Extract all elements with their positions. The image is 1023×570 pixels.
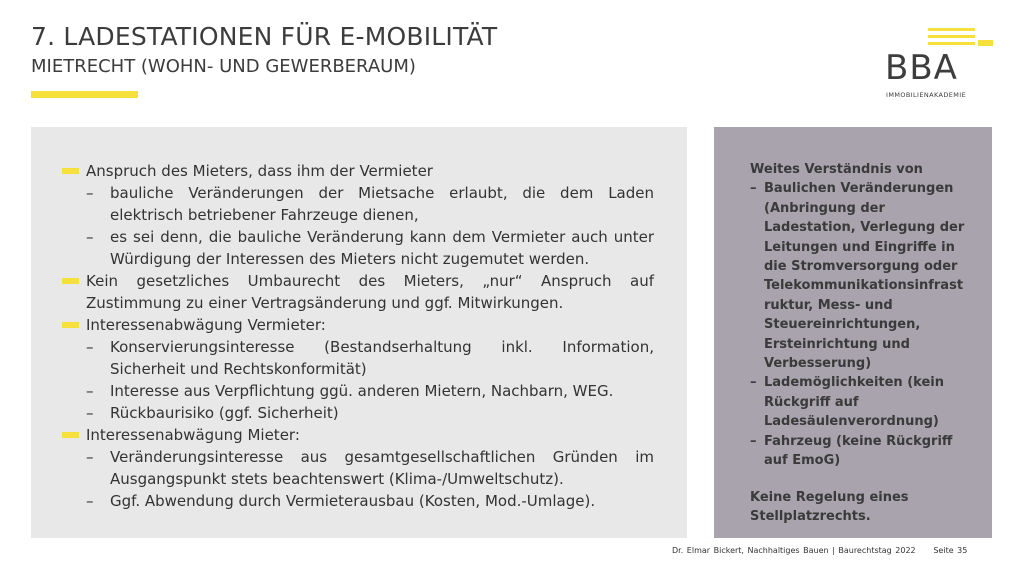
spacer bbox=[750, 471, 978, 488]
dash-marker: – bbox=[750, 181, 757, 197]
bullet-text: Kein gesetzliches Umbaurecht des Mieters, „nur“ Anspruch auf Zustimmung zu einer Vertragsänderung und ggf. Mitwirkungen. bbox=[86, 272, 654, 312]
sub-bullet-text: Ggf. Abwendung durch Vermieterausbau (Kosten, Mod.-Umlage). bbox=[110, 492, 596, 510]
sub-bullet-text: Interesse aus Verpflichtung ggü. anderen Mietern, Nachbarn, WEG. bbox=[110, 382, 614, 400]
dash-marker: – bbox=[750, 433, 757, 449]
bullet-anspruch bbox=[62, 160, 654, 182]
sub-bullet-text: bauliche Veränderungen der Mietsache erlaubt, die dem Laden elektrisch betriebener Fahrzeuge dienen, bbox=[110, 184, 654, 224]
side-bullet bbox=[750, 373, 978, 431]
bullet-marker bbox=[62, 278, 79, 284]
logo-stripe-block bbox=[978, 40, 993, 46]
slide-title: 7. LADESTATIONEN FÜR E-MOBILITÄT bbox=[31, 22, 498, 51]
logo-wordmark: BBA bbox=[885, 48, 958, 88]
bullet-marker bbox=[62, 322, 79, 328]
sub-bullet bbox=[62, 446, 654, 490]
footer-text: Dr. Elmar Bickert, Nachhaltiges Bauen | Baurechtstag 2022 Seite 35 bbox=[672, 546, 968, 555]
logo-stripe bbox=[928, 35, 975, 38]
bullet-marker bbox=[62, 168, 79, 174]
slide-subtitle: MIETRECHT (WOHN- UND GEWERBERAUM) bbox=[31, 56, 416, 77]
sub-bullet-text: Konservierungsinteresse (Bestandserhaltung inkl. Information, Sicherheit und Rechtskonformität) bbox=[110, 338, 654, 378]
dash-marker: – bbox=[86, 228, 94, 246]
bba-logo bbox=[883, 25, 995, 105]
title-accent-bar bbox=[31, 91, 138, 98]
dash-marker: – bbox=[86, 338, 94, 356]
side-bullet-text: Fahrzeug (keine Rückgriff auf EmoG) bbox=[764, 433, 953, 469]
side-bullet bbox=[750, 179, 978, 373]
sub-bullet bbox=[62, 182, 654, 226]
bullet-text: Anspruch des Mieters, dass ihm der Vermieter bbox=[86, 162, 433, 180]
bullet-marker bbox=[62, 432, 79, 438]
sub-bullet bbox=[62, 226, 654, 270]
sub-bullet bbox=[62, 380, 654, 402]
side-note: Keine Regelung eines Stellplatzrechts. bbox=[750, 489, 909, 524]
side-note-content bbox=[750, 160, 978, 526]
dash-marker: – bbox=[86, 404, 94, 422]
sub-bullet-text: Veränderungsinteresse aus gesamtgesellschaftlichen Gründen im Ausgangspunkt stets beachtenswert (Klima-/Umweltschutz). bbox=[110, 448, 654, 488]
sub-bullet bbox=[62, 402, 654, 424]
bullet-umbaurecht bbox=[62, 270, 654, 314]
side-bullet-text: Lademöglichkeiten (kein Rückgriff auf Ladesäulenverordnung) bbox=[764, 375, 944, 430]
logo-tagline: IMMOBILIENAKADEMIE bbox=[886, 91, 967, 99]
side-bullet-text: Baulichen Veränderungen (Anbringung der Ladestation, Verlegung der Leitungen und Eingriffe in die Stromversorgung oder Telekommunikationsinfrast ruktur, Mess- und Steuereinrichtungen, Ersteinrichtung und Verbesserung) bbox=[764, 181, 965, 372]
main-bullet-list bbox=[62, 160, 654, 512]
logo-stripe bbox=[928, 28, 975, 31]
bullet-mieter bbox=[62, 424, 654, 446]
dash-marker: – bbox=[86, 184, 94, 202]
bullet-text: Interessenabwägung Mieter: bbox=[86, 426, 300, 444]
side-intro: Weites Verständnis von bbox=[750, 162, 923, 177]
dash-marker: – bbox=[750, 375, 757, 391]
dash-marker: – bbox=[86, 492, 94, 510]
logo-stripe bbox=[928, 42, 975, 45]
side-bullet bbox=[750, 432, 978, 471]
sub-bullet bbox=[62, 490, 654, 512]
bullet-text: Interessenabwägung Vermieter: bbox=[86, 316, 326, 334]
dash-marker: – bbox=[86, 448, 94, 466]
sub-bullet-text: es sei denn, die bauliche Veränderung kann dem Vermieter auch unter Würdigung der Interessen des Mieters nicht zugemutet werden. bbox=[110, 228, 654, 268]
sub-bullet bbox=[62, 336, 654, 380]
dash-marker: – bbox=[86, 382, 94, 400]
sub-bullet-text: Rückbaurisiko (ggf. Sicherheit) bbox=[110, 404, 339, 422]
bullet-vermieter bbox=[62, 314, 654, 336]
